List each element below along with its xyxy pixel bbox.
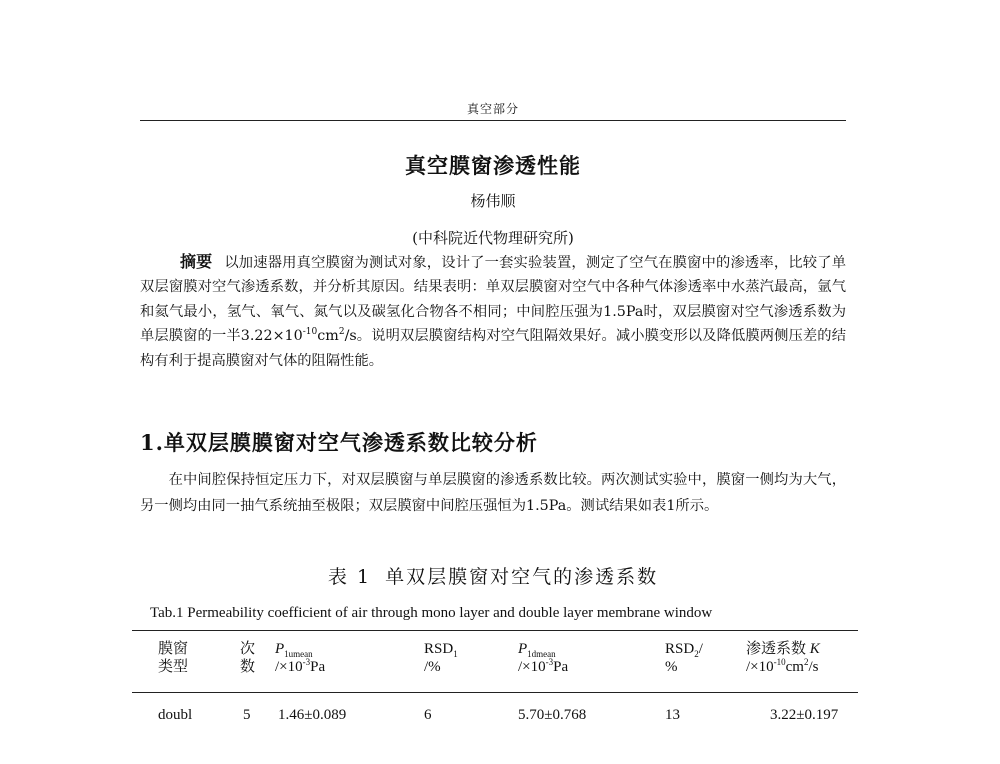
- abstract-exp2: 2: [338, 327, 345, 338]
- abstract-text-after: /s。说明双层膜窗结构对空气阻隔效果好。减小膜变形以及降低膜两侧压差的结构有利于提高膜窗对气体的阻隔性能。: [140, 328, 846, 369]
- header-rule: [140, 120, 846, 121]
- table-title-text: 单双层膜窗对空气的渗透系数: [385, 566, 659, 588]
- table-cell-k: 3.22±0.197: [770, 707, 839, 723]
- table-title-number: 表 1: [327, 566, 372, 588]
- table-header-rule: [132, 692, 858, 693]
- table-cell-rsd1: 6: [424, 707, 432, 723]
- table-top-rule: [132, 630, 858, 631]
- affiliation: (中科院近代物理研究所): [412, 229, 574, 247]
- header-permeability-k: 渗透系数 K $/\times 10^{-10}cm^2/s$: [746, 641, 820, 675]
- table-cell-type: doubl: [158, 707, 193, 723]
- header-p1umean: $P_{1umean}$ $/\times 10^{-3}Pa$: [275, 641, 326, 675]
- abstract-unit: cm: [317, 328, 339, 345]
- table-cell-p1u: 1.46±0.089: [278, 707, 347, 723]
- header-p1dmean: $P_{1dmean}$ $/\times 10^{-3}Pa$: [518, 641, 569, 675]
- table-caption: Tab.1 Permeability coefficient of air through mono layer and double layer membrane window: [150, 605, 713, 621]
- header-membrane-type: 膜窗 类型: [158, 641, 189, 675]
- table-cell-count: 5: [243, 707, 251, 723]
- table-cell-p1d: 5.70±0.768: [518, 707, 587, 723]
- header-rsd2: $RSD_2/$ %: [665, 641, 703, 675]
- header-count: 次 数: [240, 641, 256, 675]
- table-cell-rsd2: 13: [665, 707, 680, 723]
- abstract-text-before: 以加速器用真空膜窗为测试对象，设计了一套实验装置，测定了空气在膜窗中的渗透率，比较了单双层窗膜对空气渗透系数，并分析其原因。结果表明：单双层膜窗对空气中各种气体渗透率中水蒸汽最高，氩气和氦气最小，氢气、氧气、氮气以及碳氢化合物各不相同；中间腔压强为1.5Pa时，双层膜窗对空气渗透系数为单层膜窗的一半3.22×10: [140, 255, 846, 345]
- running-header: 真空部分: [466, 102, 519, 116]
- header-rsd1: $RSD_1$ /%: [424, 641, 458, 675]
- body-paragraph: 在中间腔保持恒定压力下，对双层膜窗与单层膜窗的渗透系数比较。两次测试实验中，膜窗一侧均为大气，另一侧均由同一抽气系统抽至极限；双层膜窗中间腔压强恒为1.5Pa。测试结果如表1所示。: [140, 472, 846, 514]
- abstract: [140, 250, 846, 373]
- abstract-label: 摘要: [180, 252, 213, 271]
- abstract-exp1: -10: [302, 327, 318, 338]
- section-heading: 1.单双层膜膜窗对空气渗透系数比较分析: [140, 430, 538, 455]
- author: 杨伟顺: [470, 192, 516, 210]
- paper-title: 真空膜窗渗透性能: [405, 153, 581, 178]
- table-title: [140, 562, 846, 589]
